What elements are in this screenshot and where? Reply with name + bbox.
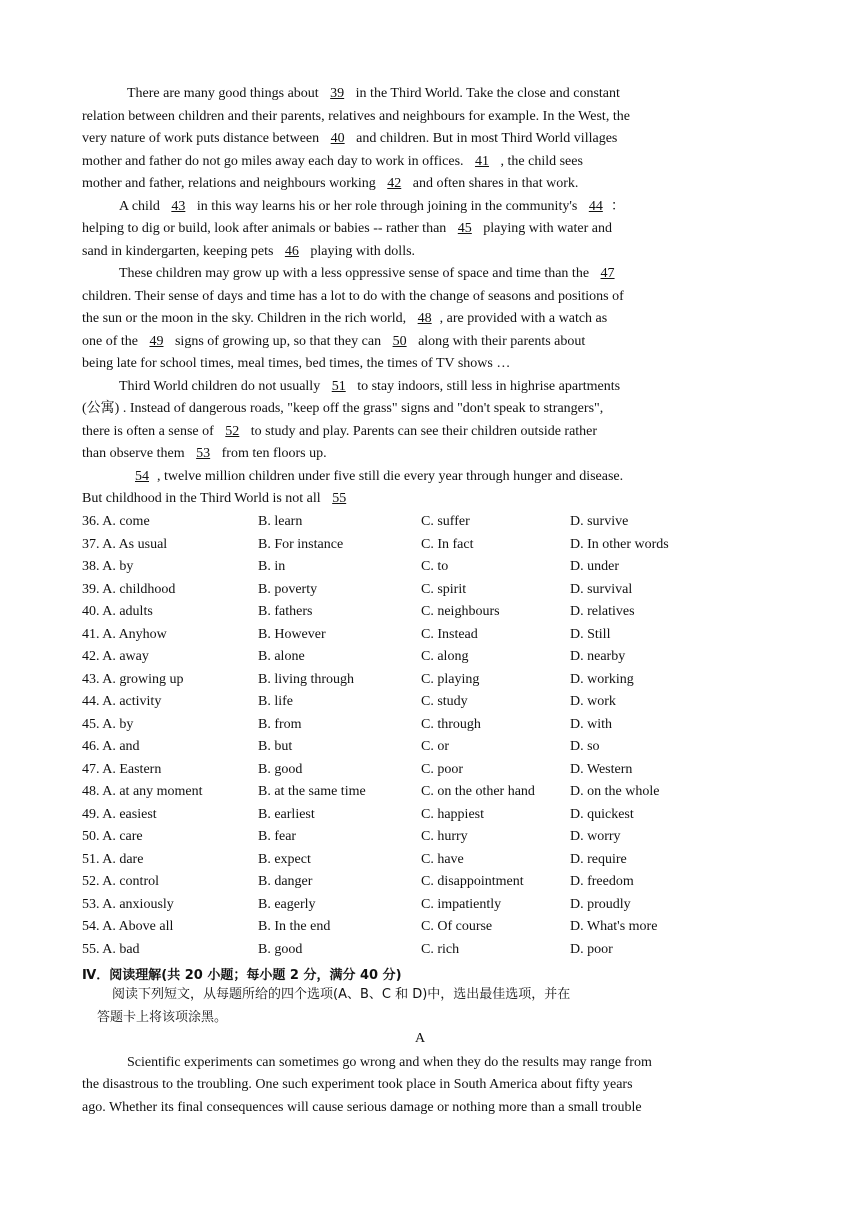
question-option-a: 45. A. by (82, 716, 134, 732)
section-title: Ⅳ．阅读理解(共 20 小题；每小题 2 分，满分 40 分) (82, 968, 402, 983)
question-option-c: C. on the other hand (421, 784, 535, 799)
question-option-c: C. playing (421, 671, 480, 687)
blank-43: 43 (171, 199, 186, 214)
question-option-c: C. or (421, 739, 449, 754)
question-option-a: 38. A. by (82, 559, 134, 574)
passage-line: helping to dig or build, look after animals or babies -- rather than 45 playing with water and (82, 221, 612, 236)
question-option-b: B. poverty (258, 581, 318, 597)
blank-44: 44 (588, 199, 603, 214)
passage-line: Third World children do not usually 51 to stay indoors, still less in highrise apartments (119, 379, 621, 394)
passage-line: being late for school times, meal times, bed times, the times of TV shows … (82, 356, 511, 371)
blank-42: 42 (387, 176, 402, 191)
question-option-b: B. fear (258, 829, 297, 844)
question-option-d: D. survival (570, 581, 633, 597)
question-option-d: D. survive (570, 514, 629, 529)
passage-line: mother and father, relations and neighbours working 42 and often shares in that work. (82, 176, 579, 191)
question-option-c: C. poor (421, 761, 463, 777)
passage-line: (公寓) . Instead of dangerous roads, "keep off the grass" signs and "don't speak to strangers", (82, 401, 604, 416)
passage-line: But childhood in the Third World is not all 55 (82, 490, 354, 508)
question-option-a: 36. A. come (82, 514, 150, 529)
question-option-c: C. have (421, 851, 464, 867)
question-option-a: 40. A. adults (82, 604, 153, 619)
question-option-a: 39. A. childhood (82, 581, 176, 597)
question-option-d: D. relatives (570, 604, 635, 619)
question-option-c: C. Of course (421, 919, 493, 934)
blank-50: 50 (392, 334, 407, 349)
blank-55: 55 (332, 491, 347, 506)
question-option-a: 50. A. care (82, 829, 143, 844)
question-option-c: C. In fact (421, 536, 474, 552)
question-option-a: 52. A. control (82, 874, 159, 889)
passage-a-line: ago. Whether its final consequences will cause serious damage or nothing more than a small trouble (82, 1100, 642, 1115)
question-option-c: C. impatiently (421, 896, 502, 912)
question-option-a: 55. A. bad (82, 941, 140, 957)
passage-line: the sun or the moon in the sky. Children in the rich world, 48 , are provided with a watch as (82, 311, 608, 326)
question-option-d: D. nearby (570, 649, 626, 664)
question-option-a: 44. A. activity (82, 694, 162, 709)
question-option-c: C. along (421, 649, 469, 664)
question-option-b: B. life (258, 694, 293, 709)
blank-39: 39 (330, 86, 345, 101)
question-option-b: B. danger (258, 874, 313, 889)
instructions: 阅读下列短文，从每题所给的四个选项(A、B、C 和 D)中，选出最佳选项，并在 (112, 987, 571, 1002)
question-option-a: 53. A. anxiously (82, 896, 174, 912)
question-option-c: C. rich (421, 941, 460, 957)
passage-a-line: the disastrous to the troubling. One such experiment took place in South America about fifty years (82, 1077, 633, 1092)
question-option-a: 49. A. easiest (82, 806, 157, 822)
question-option-b: B. good (258, 941, 303, 957)
blank-53: 53 (196, 446, 211, 461)
passage-line: than observe them 53 from ten floors up. (82, 446, 327, 461)
blank-40: 40 (330, 131, 345, 146)
blank-45: 45 (457, 221, 472, 236)
question-option-b: B. For instance (258, 536, 344, 552)
question-option-d: D. proudly (570, 896, 631, 912)
question-option-b: B. However (258, 626, 326, 642)
question-option-b: B. fathers (258, 604, 313, 619)
question-option-b: B. expect (258, 851, 311, 867)
question-option-b: B. learn (258, 514, 303, 529)
passage-line: 54 , twelve million children under five still die every year through hunger and disease. (127, 468, 623, 486)
question-option-d: D. worry (570, 829, 621, 844)
question-option-d: D. under (570, 559, 619, 574)
passage-line: These children may grow up with a less oppressive sense of space and time than the 47 (119, 265, 623, 283)
question-option-d: D. working (570, 671, 634, 687)
question-option-d: D. freedom (570, 874, 634, 889)
question-option-d: D. What's more (570, 919, 658, 934)
question-option-b: B. eagerly (258, 896, 316, 912)
question-option-d: D. In other words (570, 536, 669, 552)
question-option-a: 43. A. growing up (82, 671, 184, 687)
question-option-b: B. at the same time (258, 784, 366, 799)
question-option-d: D. require (570, 851, 627, 867)
passage-a-line: Scientific experiments can sometimes go wrong and when they do the results may range from (127, 1055, 652, 1070)
question-option-a: 42. A. away (82, 649, 149, 664)
question-option-b: B. but (258, 739, 293, 754)
passage-line: relation between children and their parents, relatives and neighbours for example. In the West, the (82, 109, 630, 124)
question-option-b: B. from (258, 716, 302, 732)
question-option-d: D. on the whole (570, 784, 660, 799)
passage-line: children. Their sense of days and time has a lot to do with the change of seasons and positions of (82, 289, 624, 304)
blank-49: 49 (149, 334, 164, 349)
passage-line: there is often a sense of 52 to study and play. Parents can see their children outside rather (82, 424, 598, 439)
question-option-d: D. so (570, 739, 600, 754)
passage-line: There are many good things about 39 in the Third World. Take the close and constant (127, 86, 620, 101)
question-option-c: C. hurry (421, 829, 468, 844)
blank-48: 48 (417, 311, 432, 326)
blank-47: 47 (600, 266, 615, 281)
passage-line: one of the 49 signs of growing up, so that they can 50 along with their parents about (82, 334, 586, 349)
passage-line: mother and father do not go miles away each day to work in offices. 41 , the child sees (82, 154, 583, 169)
question-option-a: 46. A. and (82, 739, 140, 754)
question-option-c: C. suffer (421, 514, 470, 529)
instructions: 答题卡上将该项涂黑。 (97, 1010, 228, 1025)
question-option-b: B. alone (258, 649, 305, 664)
blank-52: 52 (225, 424, 240, 439)
passage-line: A child 43 in this way learns his or her role through joining in the community's 44 ： (119, 199, 625, 214)
question-option-a: 47. A. Eastern (82, 761, 162, 777)
question-option-a: 54. A. Above all (82, 919, 174, 934)
blank-54: 54 (135, 469, 149, 484)
blank-46: 46 (284, 244, 299, 259)
question-option-c: C. spirit (421, 581, 467, 597)
question-option-c: C. Instead (421, 626, 478, 642)
question-option-c: C. neighbours (421, 604, 500, 619)
question-option-b: B. earliest (258, 806, 315, 822)
passage-label: A (414, 1031, 426, 1046)
question-option-d: D. with (570, 716, 612, 732)
blank-51: 51 (331, 379, 346, 394)
question-option-d: D. Western (570, 761, 633, 777)
question-option-c: C. study (421, 694, 468, 709)
passage-line: sand in kindergarten, keeping pets 46 playing with dolls. (82, 244, 416, 259)
question-option-d: D. Still (570, 626, 611, 642)
question-option-b: B. In the end (258, 919, 331, 934)
question-option-c: C. through (421, 716, 481, 732)
question-option-b: B. living through (258, 671, 355, 687)
question-option-b: B. good (258, 761, 303, 777)
question-option-d: D. poor (570, 941, 613, 957)
question-option-c: C. to (421, 559, 449, 574)
blank-41: 41 (475, 154, 490, 169)
passage-line: very nature of work puts distance between 40 and children. But in most Third World villages (82, 131, 618, 146)
question-option-a: 48. A. at any moment (82, 784, 203, 799)
question-option-c: C. disappointment (421, 874, 524, 889)
question-option-a: 41. A. Anyhow (82, 626, 167, 642)
question-option-a: 37. A. As usual (82, 536, 168, 552)
question-option-d: D. quickest (570, 806, 634, 822)
question-option-d: D. work (570, 694, 616, 709)
question-option-b: B. in (258, 559, 286, 574)
question-option-a: 51. A. dare (82, 851, 144, 867)
question-option-c: C. happiest (421, 806, 484, 822)
